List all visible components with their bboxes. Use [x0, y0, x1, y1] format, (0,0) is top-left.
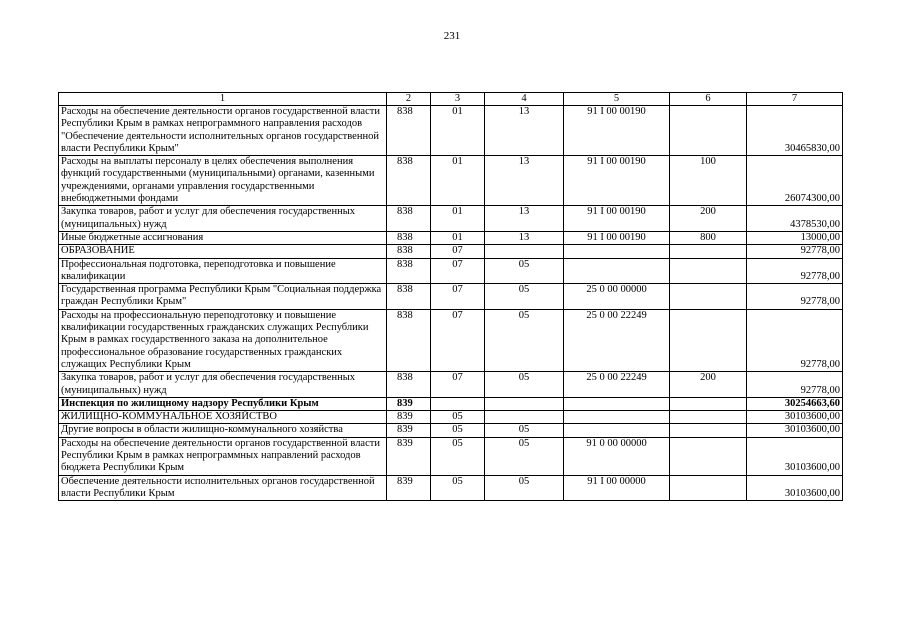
cell-subsection — [485, 245, 564, 258]
budget-table — [58, 92, 843, 501]
cell-admin-code: 838 — [387, 156, 431, 206]
header-col-2: 2 — [387, 93, 431, 106]
cell-expense-type: 100 — [670, 156, 747, 206]
cell-expense-type: 200 — [670, 372, 747, 398]
cell-amount: 26074300,00 — [747, 156, 843, 206]
cell-expense-type — [670, 424, 747, 437]
cell-section: 05 — [431, 424, 485, 437]
cell-amount: 92778,00 — [747, 284, 843, 310]
table-row — [59, 437, 843, 475]
cell-amount: 30103600,00 — [747, 437, 843, 475]
cell-target-article: 91 I 00 00190 — [564, 231, 670, 244]
cell-admin-code: 838 — [387, 245, 431, 258]
header-col-6: 6 — [670, 93, 747, 106]
header-row — [59, 93, 843, 106]
cell-admin-code: 838 — [387, 206, 431, 232]
header-col-5: 5 — [564, 93, 670, 106]
cell-target-article: 25 0 00 22249 — [564, 309, 670, 371]
cell-expense-type — [670, 106, 747, 156]
cell-description: Обеспечение деятельности исполнительных органов государственной власти Республики Крым — [59, 475, 387, 501]
cell-amount: 13000,00 — [747, 231, 843, 244]
cell-subsection: 05 — [485, 372, 564, 398]
cell-section: 07 — [431, 284, 485, 310]
cell-target-article — [564, 424, 670, 437]
cell-admin-code: 838 — [387, 106, 431, 156]
table-row — [59, 231, 843, 244]
cell-target-article: 91 I 00 00190 — [564, 206, 670, 232]
cell-section: 05 — [431, 475, 485, 501]
cell-target-article: 91 I 00 00190 — [564, 106, 670, 156]
table-row — [59, 309, 843, 371]
cell-section: 07 — [431, 245, 485, 258]
cell-subsection: 05 — [485, 424, 564, 437]
cell-target-article: 91 0 00 00000 — [564, 437, 670, 475]
cell-subsection: 13 — [485, 106, 564, 156]
cell-subsection: 13 — [485, 156, 564, 206]
cell-amount: 92778,00 — [747, 258, 843, 284]
cell-admin-code: 839 — [387, 424, 431, 437]
cell-section: 01 — [431, 231, 485, 244]
cell-subsection: 13 — [485, 231, 564, 244]
table-row — [59, 106, 843, 156]
cell-section: 07 — [431, 309, 485, 371]
cell-admin-code: 839 — [387, 437, 431, 475]
table-row — [59, 475, 843, 501]
cell-section: 01 — [431, 106, 485, 156]
cell-description: Инспекция по жилищному надзору Республики Крым — [59, 397, 387, 410]
cell-target-article: 91 I 00 00190 — [564, 156, 670, 206]
cell-description: Закупка товаров, работ и услуг для обеспечения государственных (муниципальных) нужд — [59, 206, 387, 232]
cell-expense-type — [670, 397, 747, 410]
cell-subsection: 05 — [485, 475, 564, 501]
cell-admin-code: 839 — [387, 411, 431, 424]
cell-description: Расходы на выплаты персоналу в целях обеспечения выполнения функций государственными (муниципальными) органами, казенными учреждениями, органами управления государственными внебюджетными фондами — [59, 156, 387, 206]
cell-section: 07 — [431, 372, 485, 398]
table-row — [59, 397, 843, 410]
header-col-4: 4 — [485, 93, 564, 106]
header-col-7: 7 — [747, 93, 843, 106]
cell-subsection: 13 — [485, 206, 564, 232]
cell-amount: 4378530,00 — [747, 206, 843, 232]
header-col-3: 3 — [431, 93, 485, 106]
cell-section: 05 — [431, 411, 485, 424]
cell-description: Расходы на обеспечение деятельности органов государственной власти Республики Крым в рамках непрограммных направлений расходов бюджета Республики Крым — [59, 437, 387, 475]
cell-target-article: 91 I 00 00000 — [564, 475, 670, 501]
cell-expense-type — [670, 245, 747, 258]
table-row — [59, 424, 843, 437]
cell-subsection: 05 — [485, 284, 564, 310]
cell-section: 05 — [431, 437, 485, 475]
table-row — [59, 245, 843, 258]
cell-subsection: 05 — [485, 437, 564, 475]
cell-target-article — [564, 411, 670, 424]
cell-description: ЖИЛИЩНО-КОММУНАЛЬНОЕ ХОЗЯЙСТВО — [59, 411, 387, 424]
cell-admin-code: 839 — [387, 397, 431, 410]
cell-amount: 30465830,00 — [747, 106, 843, 156]
page-number: 231 — [443, 30, 461, 42]
cell-description: Профессиональная подготовка, переподготовка и повышение квалификации — [59, 258, 387, 284]
cell-description: Закупка товаров, работ и услуг для обеспечения государственных (муниципальных) нужд — [59, 372, 387, 398]
cell-admin-code: 838 — [387, 231, 431, 244]
cell-section — [431, 397, 485, 410]
cell-expense-type: 800 — [670, 231, 747, 244]
cell-expense-type — [670, 411, 747, 424]
cell-amount: 30103600,00 — [747, 424, 843, 437]
cell-subsection: 05 — [485, 258, 564, 284]
cell-subsection: 05 — [485, 309, 564, 371]
cell-amount: 30103600,00 — [747, 475, 843, 501]
cell-amount: 92778,00 — [747, 245, 843, 258]
cell-description: Расходы на обеспечение деятельности органов государственной власти Республики Крым в рамках непрограммного направления расходов "Обеспечение деятельности исполнительных органов государственной власти Республики Крым" — [59, 106, 387, 156]
cell-amount: 92778,00 — [747, 372, 843, 398]
cell-amount: 92778,00 — [747, 309, 843, 371]
cell-admin-code: 838 — [387, 309, 431, 371]
cell-subsection — [485, 411, 564, 424]
cell-amount: 30103600,00 — [747, 411, 843, 424]
cell-description: Иные бюджетные ассигнования — [59, 231, 387, 244]
table-row — [59, 284, 843, 310]
table-row — [59, 156, 843, 206]
cell-target-article — [564, 258, 670, 284]
table-row — [59, 372, 843, 398]
cell-subsection — [485, 397, 564, 410]
cell-amount: 30254663,60 — [747, 397, 843, 410]
cell-expense-type — [670, 475, 747, 501]
cell-admin-code: 839 — [387, 475, 431, 501]
cell-expense-type — [670, 437, 747, 475]
cell-expense-type: 200 — [670, 206, 747, 232]
cell-section: 07 — [431, 258, 485, 284]
cell-target-article — [564, 397, 670, 410]
table-row — [59, 258, 843, 284]
cell-target-article: 25 0 00 00000 — [564, 284, 670, 310]
cell-expense-type — [670, 258, 747, 284]
cell-expense-type — [670, 309, 747, 371]
cell-description: Другие вопросы в области жилищно-коммунального хозяйства — [59, 424, 387, 437]
table-row — [59, 411, 843, 424]
cell-description: Государственная программа Республики Крым "Социальная поддержка граждан Республики Крым" — [59, 284, 387, 310]
cell-admin-code: 838 — [387, 372, 431, 398]
cell-target-article: 25 0 00 22249 — [564, 372, 670, 398]
header-col-1: 1 — [59, 93, 387, 106]
cell-description: ОБРАЗОВАНИЕ — [59, 245, 387, 258]
cell-target-article — [564, 245, 670, 258]
cell-admin-code: 838 — [387, 258, 431, 284]
cell-expense-type — [670, 284, 747, 310]
table-row — [59, 206, 843, 232]
cell-admin-code: 838 — [387, 284, 431, 310]
table-body — [59, 106, 843, 501]
cell-description: Расходы на профессиональную переподготовку и повышение квалификации государственных гражданских служащих Республики Крым в рамках государственного заказа на дополнительное профессиональное образование государственных гражданских служащих Республики Крым — [59, 309, 387, 371]
cell-section: 01 — [431, 206, 485, 232]
cell-section: 01 — [431, 156, 485, 206]
